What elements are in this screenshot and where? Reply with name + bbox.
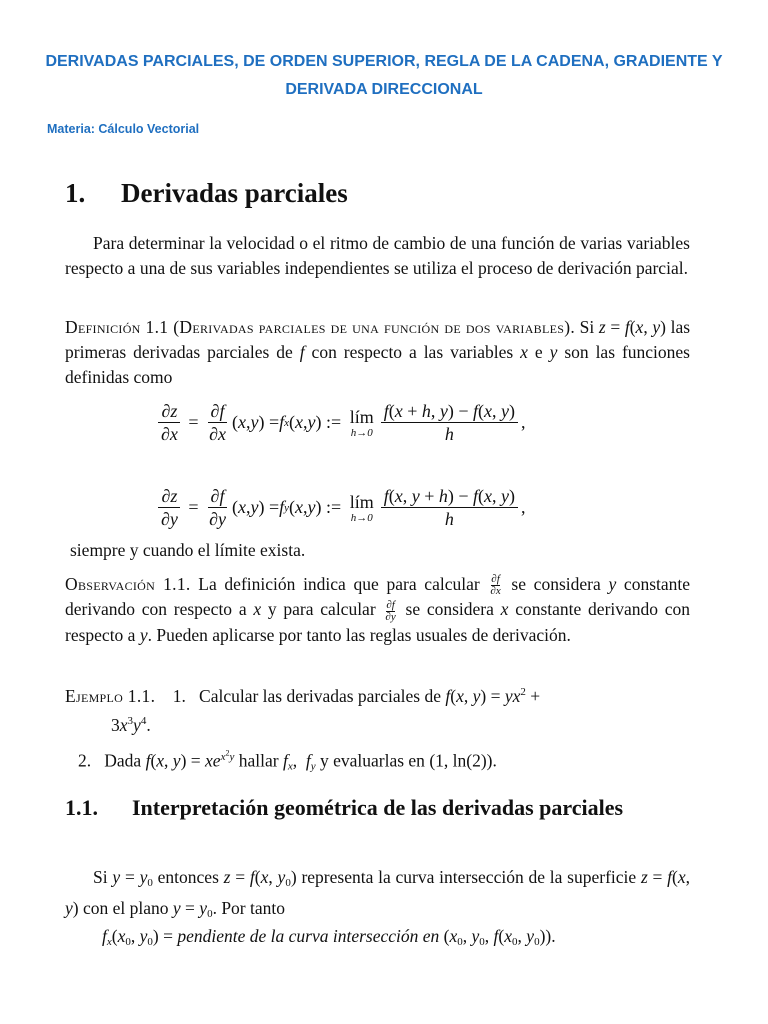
definition-text: e (534, 342, 543, 362)
example-text: hallar (238, 750, 279, 771)
subsection-number: 1.1. (65, 795, 98, 820)
definition-closing: siempre y cuando el límite exista. (70, 540, 306, 560)
intro-paragraph: Para determinar la velocidad o el ritmo de cambio de una función de varias variables respecto a una de sus variables independientes se utiliza el proceso de derivación parcial. (65, 233, 690, 278)
observation-text: se considera (405, 599, 494, 620)
subsection-text: representa la curva intersección de la superficie (301, 867, 637, 887)
limit-word: lím (349, 492, 374, 512)
limit-word: lím (349, 407, 374, 427)
result-text: pendiente de la curva intersección en (177, 926, 440, 946)
subsection-paragraph: Si y = y0 entonces z = f(x, y0) representa la curva intersección de la superficie z = f(x, y) con el plano y = y0. Por tanto (65, 867, 691, 920)
example-item-2: 2. Dada f(x, $y) = xe^{x^2y}$ hallar fx, fy y evaluarlas en (1, ln(2)). (78, 748, 497, 773)
equation-partial-y: $\frac{\partial z}{\partial y}$ = $\frac{\partial f}{\partial y}$ ( x , y ) = f y ( x , y ) := lím h→0 $\frac{f(x, y + h) - f(x, y)}{h}$ , (155, 485, 526, 530)
limit-sub: h→0 (350, 512, 373, 524)
geometric-result: fx(x0, y0) = pendiente de la curva intersección en (x0, y0, f(x0, y0)). (102, 926, 556, 948)
limit-sub: h→0 (350, 427, 373, 439)
example-text: Dada (104, 750, 142, 771)
definition-text: con respecto a las variables (311, 342, 514, 362)
subsection-title: Interpretación geométrica de las derivadas parciales (132, 795, 624, 820)
subsection-text: . Por tanto (212, 898, 286, 918)
definition-text: Si (579, 317, 595, 337)
equation-partial-x: $\frac{\partial z}{\partial x}$ = $\frac{\partial f}{\partial x}$ ( x , y ) = f x ( x , y ) := lím h→0 $\frac{f(x + h, y) - f(x, y)}{h}$ , (155, 400, 526, 445)
observation-paragraph: Observación 1.1. La definición indica que para calcular $\frac{\partial f}{\partial x}$ se considera y constante derivando con respecto a x y para calcular $\frac{\partial f}{\partial y}$ se considera x constante derivando con respecto a y. Pueden aplicarse por tanto las reglas usuales de derivación. (65, 573, 691, 645)
section-title: Derivadas parciales (121, 178, 348, 208)
section-heading (65, 178, 348, 209)
subsection-heading (65, 793, 705, 823)
example-number: 1. (172, 686, 186, 706)
definition-text: las primeras derivadas parciales de (65, 317, 691, 362)
subsection-text: Si (93, 867, 108, 887)
example-label: Ejemplo 1.1. (65, 686, 156, 706)
definition-label: Definición 1.1 (Derivadas parciales de una función de dos variables). (65, 317, 576, 337)
definition-text: son las funciones definidas como (65, 342, 690, 387)
example-text: y evaluarlas en (319, 750, 425, 771)
example-number: 2. (78, 750, 92, 771)
subsection-text: entonces (157, 867, 219, 887)
observation-text: . Pueden aplicarse por tanto las reglas usuales de derivación. (147, 624, 571, 645)
subsection-text: con el plano (82, 898, 169, 918)
observation-text: constante derivando con respecto a (65, 574, 691, 620)
observation-label: Observación 1.1. (65, 574, 191, 594)
section-number: 1. (65, 178, 86, 208)
example-text: Calcular las derivadas parciales de (199, 686, 441, 706)
example-item-1: Ejemplo 1.1. 1. Calcular las derivadas parciales de f(x, $y) = yx^2$ + $3x^3y^4$. (65, 686, 541, 735)
document-title: DERIVADAS PARCIALES, DE ORDEN SUPERIOR, REGLA DE LA CADENA, GRADIENTE Y DERIVADA DIRECCIONAL (45, 53, 723, 98)
observation-text: La definición indica que para calcular (198, 574, 480, 594)
observation-text: constante derivando con respecto a (65, 599, 691, 645)
course-label: Materia: Cálculo Vectorial (47, 122, 200, 136)
definition-paragraph: Definición 1.1 (Derivadas parciales de una función de dos variables). Si z = f(x, y) las primeras derivadas parciales de f con respecto a las variables x e y son las funciones definidas como (65, 317, 691, 387)
observation-text: se considera (511, 574, 601, 594)
observation-text: y para calcular (267, 599, 376, 620)
